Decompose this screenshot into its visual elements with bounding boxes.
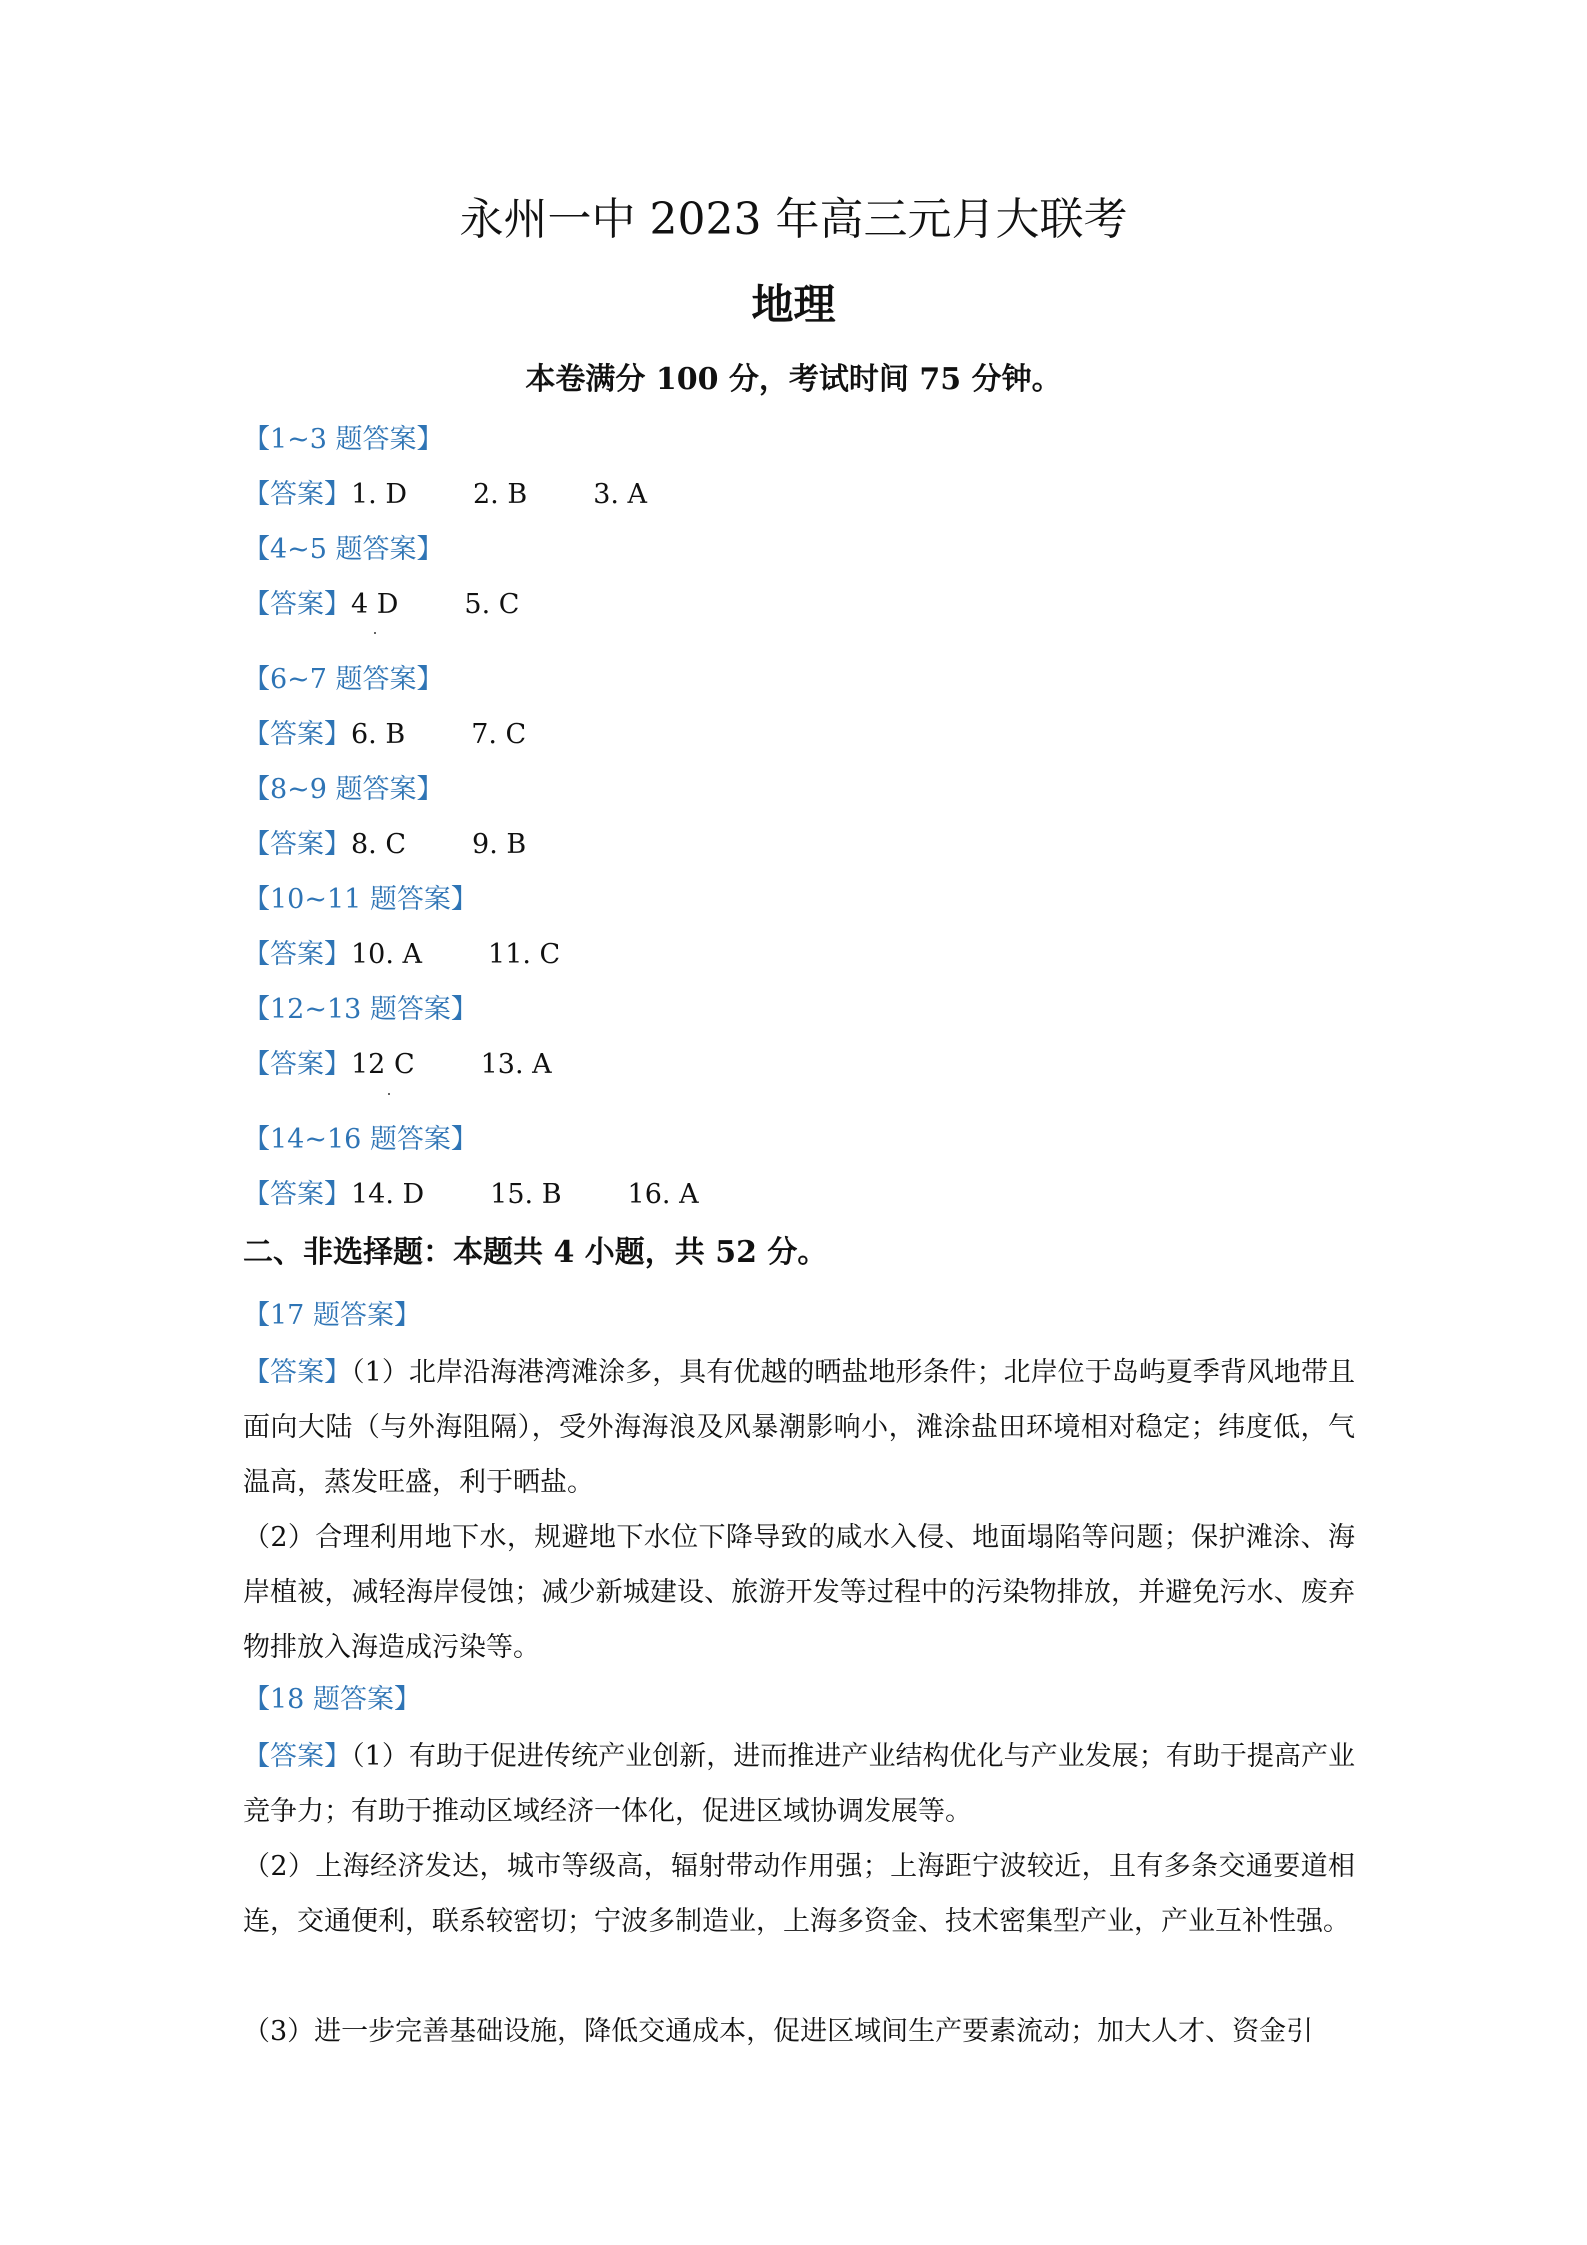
page-title: 永州一中 2023 年高三元月大联考 [459,194,1128,245]
answer-item: 6. B [351,719,406,750]
answer-row [243,715,526,755]
answer-item: 7. C [471,719,527,750]
answer-row [243,1045,552,1085]
group-label: 【14~16 题答案】 [243,1124,478,1155]
answer-tag: 【答案】 [243,1741,352,1772]
question-label: 【17 题答案】 [243,1300,421,1331]
stray-dot [388,1093,390,1095]
group-label: 【12~13 题答案】 [243,994,478,1025]
answer-row [243,585,519,625]
group-label: 【8~9 题答案】 [243,774,444,805]
answer-item: 11. C [488,939,561,970]
group-label: 【6~7 题答案】 [243,664,444,695]
answer-tag: 【答案】 [243,939,351,970]
group-label: 【10~11 题答案】 [243,884,478,915]
answer-row [243,935,560,975]
answer-item: 5. C [464,589,520,620]
answer-tag: 【答案】 [243,719,351,750]
answer-tag: 【答案】 [243,829,351,860]
answer-paragraph: （2）合理利用地下水，规避地下水位下降导致的咸水入侵、地面塌陷等问题；保护滩涂、海岸植被，减轻海岸侵蚀；减少新城建设、旅游开发等过程中的污染物排放，并避免污水、废弃物排放入海造成污染等。 [243,1522,1355,1663]
answer-item: 2. B [473,479,528,510]
answer-tag: 【答案】 [243,589,351,620]
answer-text: （1）有助于促进传统产业创新，进而推进产业结构优化与产业发展；有助于提高产业竞争力；有助于推动区域经济一体化，促进区域协调发展等。 [243,1741,1356,1827]
answer-item: 12 C [351,1049,415,1080]
answer-item: 14. D [351,1179,425,1210]
answer-paragraph [243,1729,1355,1839]
answer-row [243,825,526,865]
answer-paragraph: （3）进一步完善基础设施，降低交通成本，促进区域间生产要素流动；加大人才、资金引 [243,2016,1314,2047]
exam-note: 本卷满分 100 分，考试时间 75 分钟。 [525,362,1062,397]
answer-row [243,1175,699,1215]
answer-tag: 【答案】 [243,1357,352,1388]
subject-heading: 地理 [751,280,836,329]
answer-item: 1. D [351,479,407,510]
stray-dot [374,632,376,634]
answer-paragraph: （2）上海经济发达，城市等级高，辐射带动作用强；上海距宁波较近，且有多条交通要道相连，交通便利，联系较密切；宁波多制造业，上海多资金、技术密集型产业，产业互补性强。 [243,1851,1355,1937]
answer-item: 16. A [627,1179,699,1210]
answer-item: 10. A [351,939,423,970]
answer-tag: 【答案】 [243,1179,351,1210]
answer-tag: 【答案】 [243,1049,351,1080]
answer-item: 8. C [351,829,407,860]
answer-row [243,475,647,515]
answer-item: 9. B [472,829,527,860]
answer-item: 4 D [351,589,399,620]
question-label: 【18 题答案】 [243,1684,421,1715]
answer-text: （1）北岸沿海港湾滩涂多，具有优越的晒盐地形条件；北岸位于岛屿夏季背风地带且面向大陆（与外海阻隔），受外海海浪及风暴潮影响小，滩涂盐田环境相对稳定；纬度低，气温高，蒸发旺盛，利于晒盐。 [243,1357,1356,1498]
answer-item: 15. B [490,1179,562,1210]
answer-paragraph [243,1345,1355,1510]
answer-item: 3. A [593,479,648,510]
answer-tag: 【答案】 [243,479,351,510]
group-label: 【4~5 题答案】 [243,534,444,565]
section-heading: 二、非选择题：本题共 4 小题，共 52 分。 [243,1235,828,1270]
group-label: 【1~3 题答案】 [243,424,444,455]
answer-item: 13. A [480,1049,552,1080]
